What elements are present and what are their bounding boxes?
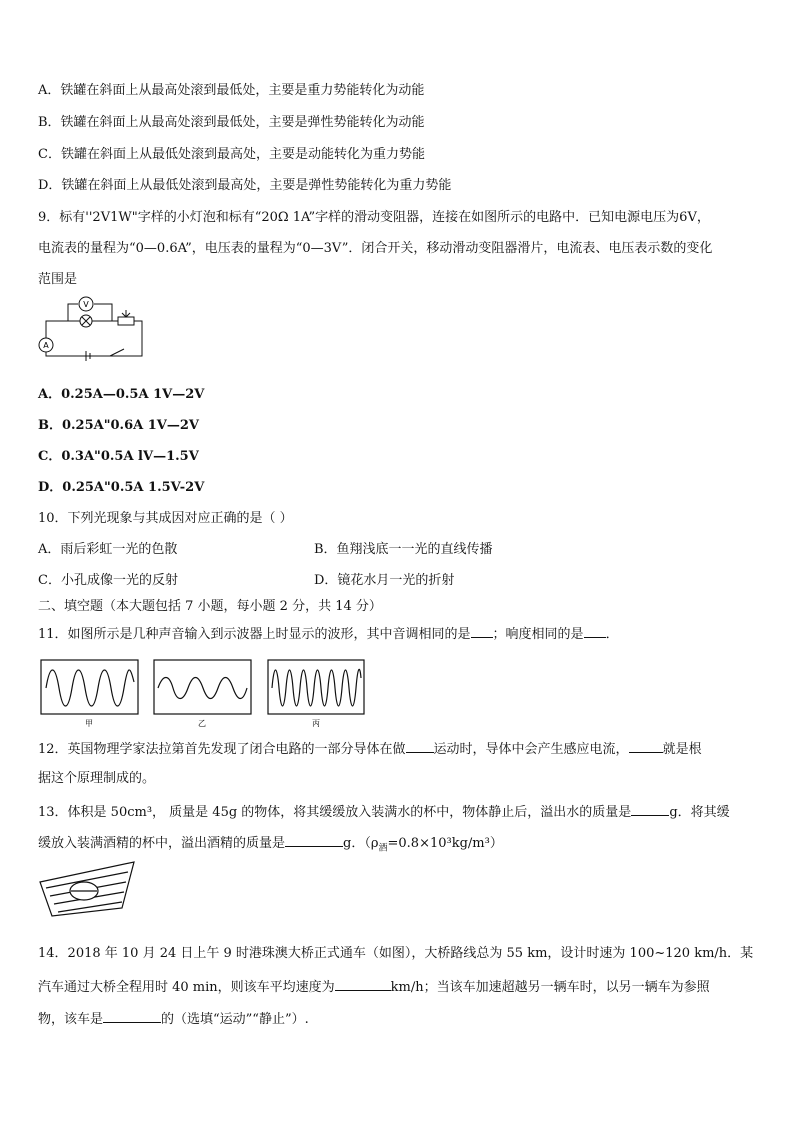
q11-stem-part1: 11．如图所示是几种声音输入到示波器上时显示的波形，其中音调相同的是: [38, 627, 471, 642]
q12-blank-1: [406, 739, 434, 753]
q12-text-1: 12．英国物理学家法拉第首先发现了闭合电路的一部分导体在做: [38, 742, 406, 757]
q14-line3: [38, 1009, 309, 1029]
q13-line2: [38, 833, 503, 858]
q14-blank-1: [335, 977, 391, 991]
q12-blank-2: [629, 739, 663, 753]
q8-option-a: A．铁罐在斜面上从最高处滚到最低处，主要是重力势能转化为动能: [38, 83, 425, 98]
q13-blank-1: [631, 802, 669, 816]
q8-option-b: B．铁罐在斜面上从最高处滚到最低处，主要是弹性势能转化为动能: [38, 115, 425, 130]
q14-line1: 14．2018 年 10 月 24 日上午 9 时港珠澳大桥正式通车（如图），大桥路线总为 55 km，设计时速为 100~120 km/h．某: [38, 946, 754, 961]
q10-option-d: D．镜花水月一光的折射: [314, 573, 455, 588]
q13-line1: [38, 802, 730, 822]
q14-text-2: km/h；当该车加速超越另一辆车时，以另一辆车为参照: [390, 980, 710, 995]
voltmeter-symbol: [79, 297, 93, 311]
q11-blank-1: [471, 624, 493, 638]
q12-text-3: 就是根: [662, 742, 702, 757]
q13-text-1: 13．体积是 50cm³， 质量是 45g 的物体，将其缓缓放入装满水的杯中，物体静止后，溢出水的质量是: [38, 805, 632, 820]
q12-text-2: 运动时，导体中会产生感应电流，: [433, 742, 629, 757]
q13-text-3: 缓放入装满酒精的杯中，溢出酒精的质量是: [38, 836, 286, 851]
q13-text-2: g．将其缓: [669, 805, 730, 820]
wave-jia: [46, 670, 134, 706]
waveform-figure: [40, 658, 366, 728]
q10-option-b: B．鱼翔浅底一一光的直线传播: [314, 542, 493, 557]
q13-text-5: =0.8×10³kg/m³）: [387, 836, 503, 851]
q11-stem-part2: ；响度相同的是: [492, 627, 584, 642]
wave-bing: [272, 669, 361, 706]
q9-stem-line1: 9．标有''2V1W"字样的小灯泡和标有“20Ω 1A”字样的滑动变阻器，连接在如图所示的电路中．已知电源电压为6V，: [38, 210, 710, 225]
circuit-diagram: [38, 296, 150, 362]
q10-option-c: C．小孔成像一光的反射: [38, 573, 178, 588]
q13-text-4: g．（ρ: [343, 836, 379, 851]
q14-line2: [38, 977, 710, 997]
q14-text-1: 汽车通过大桥全程用时 40 min，则该车平均速度为: [38, 980, 335, 995]
voltmeter-label: V: [83, 300, 89, 309]
q11-stem-part3: ．: [605, 627, 619, 642]
wave-label-bing: 丙: [312, 719, 320, 728]
q13-blank-2: [285, 833, 343, 847]
q9-option-c: C．0.3A"0.5A lV—1.5V: [38, 449, 199, 464]
cup-diagram: [38, 860, 136, 920]
section-heading: 二、填空题（本大题包括 7 小题，每小题 2 分，共 14 分）: [38, 599, 382, 614]
q11-stem: [38, 624, 619, 644]
q14-text-4: 的（选填“运动”“静止”）.: [161, 1012, 309, 1027]
q9-stem-line3: 范围是: [38, 272, 78, 287]
q9-option-a: A．0.25A—0.5A 1V—2V: [38, 387, 205, 402]
q12-line2: 据这个原理制成的。: [38, 771, 156, 786]
ammeter-label: A: [43, 341, 49, 350]
q10-stem: 10．下列光现象与其成因对应正确的是（ ）: [38, 511, 293, 526]
q11-blank-2: [584, 624, 606, 638]
ammeter-symbol: [39, 338, 53, 352]
q10-option-a: A．雨后彩虹一光的色散: [38, 542, 178, 557]
wave-label-yi: 乙: [198, 719, 206, 728]
q8-option-d: D．铁罐在斜面上从最低处滚到最高处，主要是弹性势能转化为重力势能: [38, 178, 452, 193]
q9-stem-line2: 电流表的量程为“0—0.6A”，电压表的量程为“0—3V”．闭合开关，移动滑动变阻器滑片，电流表、电压表示数的变化: [38, 241, 713, 256]
wave-yi: [158, 678, 247, 699]
q8-option-c: C．铁罐在斜面上从最低处滚到最高处，主要是动能转化为重力势能: [38, 147, 425, 162]
q14-blank-2: [103, 1009, 161, 1023]
wave-label-jia: 甲: [85, 719, 93, 728]
q14-text-3: 物，该车是: [38, 1012, 104, 1027]
q9-option-d: D．0.25A"0.5A 1.5V-2V: [38, 480, 205, 495]
q13-density-subscript: 酒: [378, 843, 388, 854]
q9-option-b: B．0.25A"0.6A 1V—2V: [38, 418, 200, 433]
q12-line1: [38, 739, 702, 759]
